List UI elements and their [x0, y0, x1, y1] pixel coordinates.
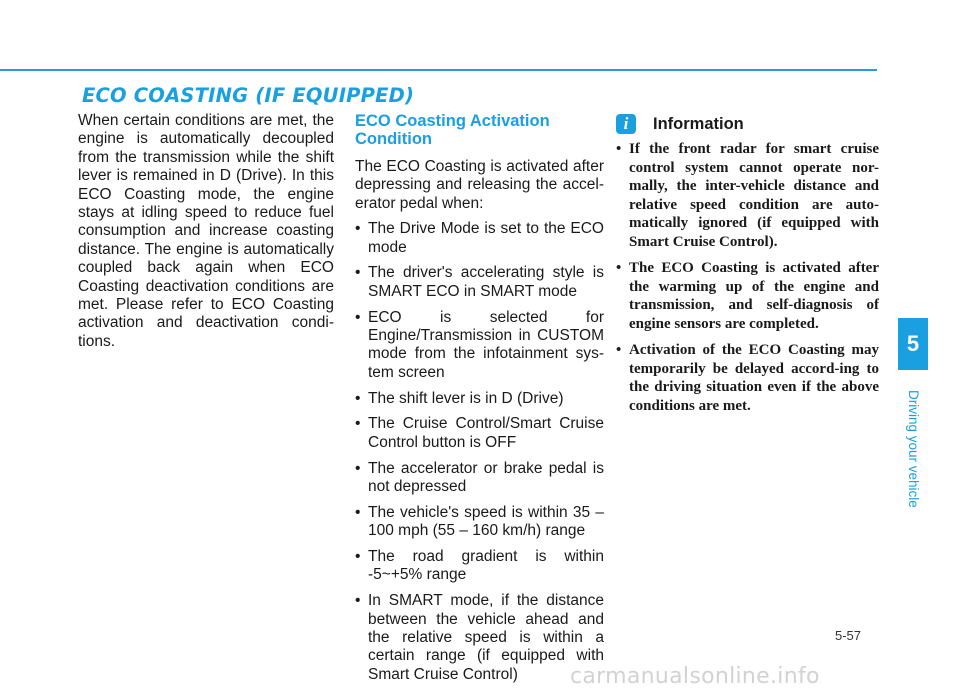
- activation-intro: The ECO Coasting is activated after depressing and releasing the accel-erator pedal when:: [355, 158, 604, 212]
- section-title: ECO COASTING (IF EQUIPPED): [82, 84, 415, 107]
- intro-column: [78, 112, 334, 351]
- info-icon: i: [616, 114, 636, 134]
- page-number: 5-57: [835, 628, 862, 643]
- chapter-tab: 5: [898, 318, 928, 370]
- header-rule: [0, 69, 877, 71]
- watermark-link[interactable]: carmanualsonline.info: [570, 664, 820, 689]
- condition-item: • In SMART mode, if the distance between the vehicle ahead and the relative speed is within a certain range (if equipped with Smart Cruise Control): [355, 592, 604, 684]
- condition-item: • The driver's accelerating style is SMART ECO in SMART mode: [355, 264, 604, 301]
- activation-conditions-list: [355, 220, 604, 684]
- condition-item: • The vehicle's speed is within 35 – 100 mph (55 – 160 km/h) range: [355, 504, 604, 541]
- information-item: • If the front radar for smart cruise control system cannot operate nor-mally, the inter-vehicle distance and relative speed condition are auto-matically ignored (if equipped with Smart Cruise Control).: [616, 140, 879, 251]
- condition-item: • The Drive Mode is set to the ECO mode: [355, 220, 604, 257]
- condition-item: • The accelerator or brake pedal is not depressed: [355, 460, 604, 497]
- information-item: • The ECO Coasting is activated after the warming up of the engine and transmission, and self-diagnosis of engine sensors are completed.: [616, 259, 879, 333]
- chapter-label: Driving your vehicle: [906, 390, 921, 508]
- condition-item: • The Cruise Control/Smart Cruise Control button is OFF: [355, 415, 604, 452]
- condition-item: • The road gradient is within -5~+5% range: [355, 548, 604, 585]
- intro-paragraph: When certain conditions are met, the engine is automatically decoupled from the transmission while the shift lever is remained in D (Drive). In this ECO Coasting mode, the engine stays at idling speed to reduce fuel consumption and increase coasting distance. The engine is automatically coupled back again when ECO Coasting deactivation conditions are met. Please refer to ECO Coasting activation and deactivation condi-tions.: [78, 112, 334, 350]
- activation-column: [355, 112, 604, 692]
- information-list: [616, 140, 879, 415]
- information-item: • Activation of the ECO Coasting may temporarily be delayed accord-ing to the driving situation even if the above conditions are met.: [616, 341, 879, 415]
- condition-item: • ECO is selected for Engine/Transmission in CUSTOM mode from the infotainment sys-tem screen: [355, 309, 604, 383]
- activation-heading: ECO Coasting Activation Condition: [355, 112, 550, 148]
- information-header: [616, 114, 879, 134]
- condition-item: • The shift lever is in D (Drive): [355, 390, 604, 408]
- information-box: [616, 114, 879, 423]
- information-title: Information: [653, 114, 744, 133]
